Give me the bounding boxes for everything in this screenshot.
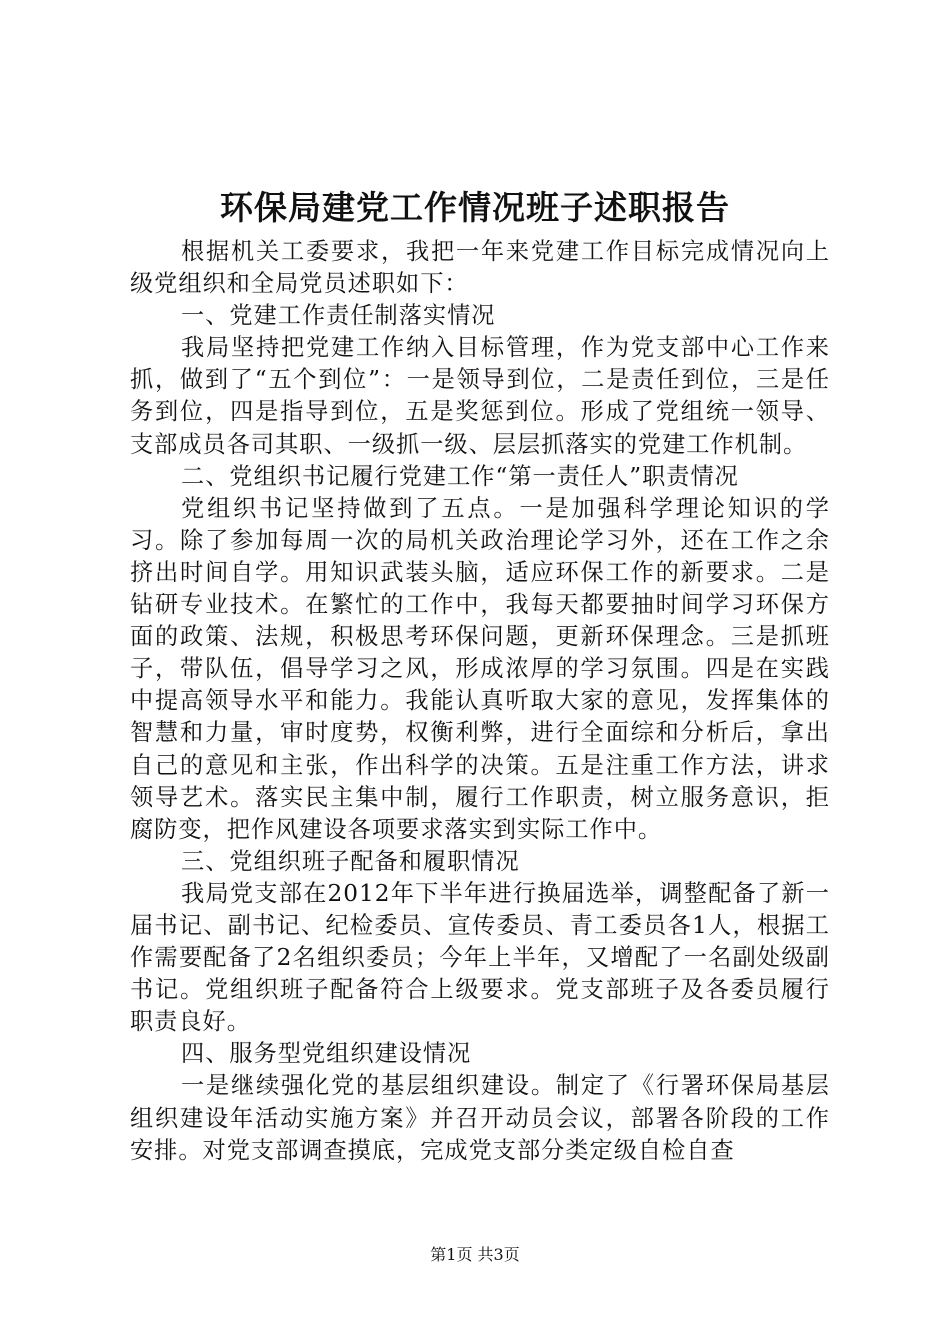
page-footer: 第1页 共3页: [430, 1245, 520, 1264]
document-title: 环保局建党工作情况班子述职报告: [220, 188, 730, 227]
paragraph-intro: 根据机关工委要求，我把一年来党建工作目标完成情况向上级党组织和全局党员述职如下：: [130, 238, 830, 298]
paragraph-section-4: 一是继续强化党的基层组织建设。制定了《行署环保局基层组织建设年活动实施方案》并召开动员会议，部署各阶段的工作安排。对党支部调查摸底，完成党支部分类定级自检自查: [130, 1072, 830, 1164]
section-heading-4: 四、服务型党组织建设情况: [181, 1040, 472, 1068]
section-heading-2: 二、党组织书记履行党建工作“第一责任人”职责情况: [181, 462, 739, 490]
paragraph-section-2: 党组织书记坚持做到了五点。一是加强科学理论知识的学习。除了参加每周一次的局机关政治理论学习外，还在工作之余挤出时间自学。用知识武装头脑，适应环保工作的新要求。二是钻研专业技术。在繁忙的工作中，我每天都要抽时间学习环保方面的政策、法规，积极思考环保问题，更新环保理念。三是抓班子，带队伍，倡导学习之风，形成浓厚的学习氛围。四是在实践中提高领导水平和能力。我能认真听取大家的意见，发挥集体的智慧和力量，审时度势，权衡利弊，进行全面综和分析后，拿出自己的意见和主张，作出科学的决策。五是注重工作方法，讲求领导艺术。落实民主集中制，履行工作职责，树立服务意识，拒腐防变，把作风建设各项要求落实到实际工作中。: [130, 494, 830, 843]
section-heading-1: 一、党建工作责任制落实情况: [181, 302, 496, 330]
section-heading-3: 三、党组织班子配备和履职情况: [181, 847, 520, 875]
paragraph-section-3: 我局党支部在2012年下半年进行换届选举，调整配备了新一届书记、副书记、纪检委员、宣传委员、青工委员各1人，根据工作需要配备了2名组织委员；今年上半年，又增配了一名副处级副书记。党组织班子配备符合上级要求。党支部班子及各委员履行职责良好。: [130, 879, 830, 1036]
document-body: [130, 236, 830, 1167]
paragraph-section-1: 我局坚持把党建工作纳入目标管理，作为党支部中心工作来抓，做到了“五个到位”：一是领导到位，二是责任到位，三是任务到位，四是指导到位，五是奖惩到位。形成了党组统一领导、支部成员各司其职、一级抓一级、层层抓落实的党建工作机制。: [130, 334, 830, 458]
